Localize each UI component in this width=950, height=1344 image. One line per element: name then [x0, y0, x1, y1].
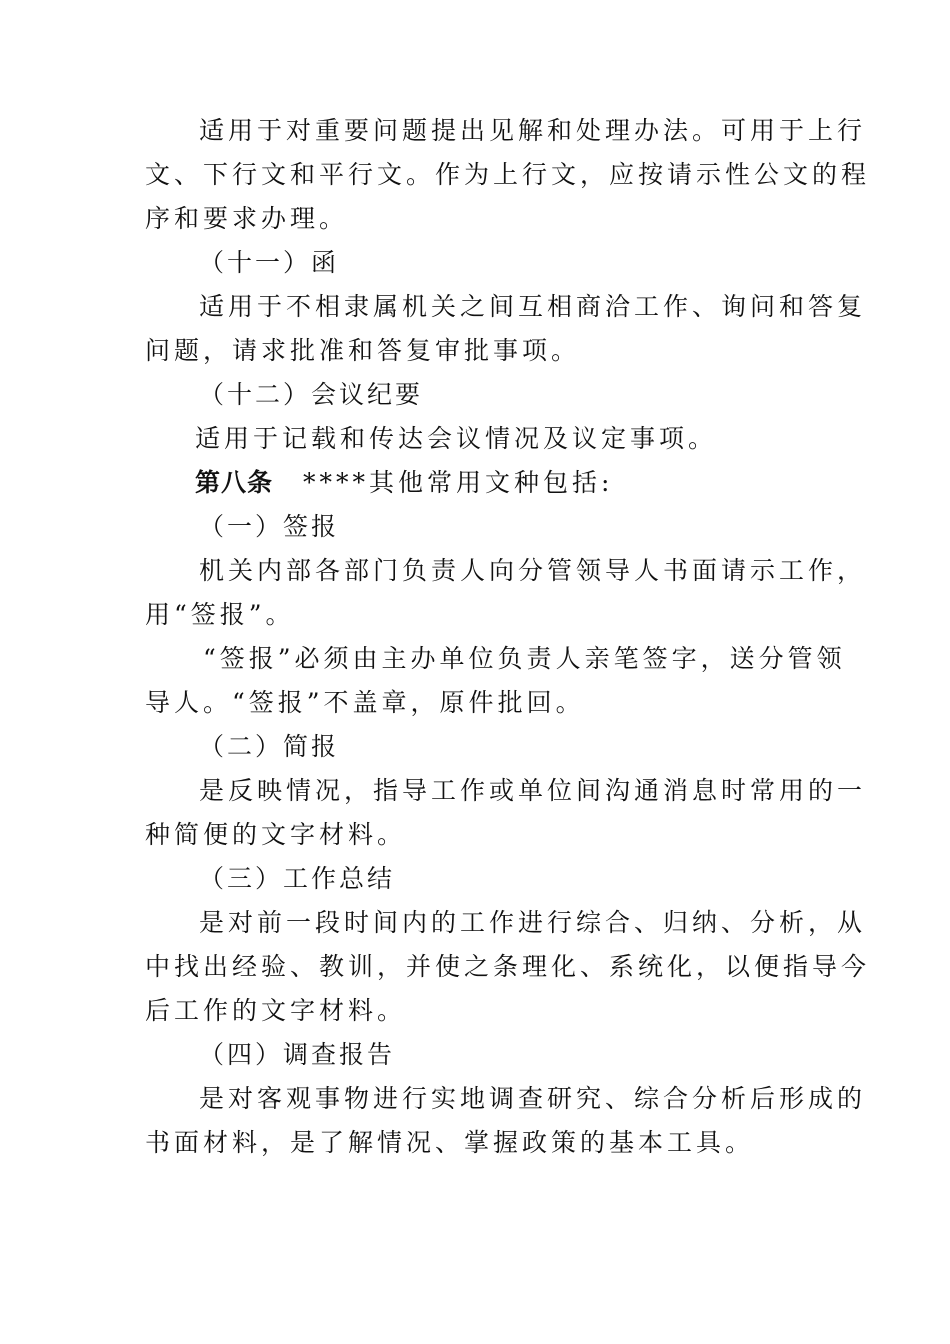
paragraph-line: 用“签报”。 [145, 600, 295, 629]
paragraph-line: “签报”必须由主办单位负责人亲笔签字，送分管领 [203, 644, 846, 673]
paragraph-line: 适用于记载和传达会议情况及议定事项。 [195, 424, 718, 453]
paragraph-line: 适用于对重要问题提出见解和处理办法。可用于上行 [199, 116, 867, 145]
paragraph-line: 机关内部各部门负责人向分管领导人书面请示工作， [199, 556, 867, 585]
section-heading: （二）简报 [199, 732, 340, 761]
paragraph-line: 问题，请求批准和答复审批事项。 [145, 336, 581, 365]
section-heading: （三）工作总结 [199, 864, 396, 893]
paragraph-line: 适用于不相隶属机关之间互相商洽工作、询问和答复 [199, 292, 867, 321]
paragraph-line: 文、下行文和平行文。作为上行文，应按请示性公文的程 [145, 160, 871, 189]
article-text: ****其他常用文种包括: [303, 468, 614, 497]
section-heading: （一）签报 [199, 512, 340, 541]
paragraph-line: 是对前一段时间内的工作进行综合、归纳、分析，从 [199, 908, 867, 937]
paragraph-line: 中找出经验、教训，并使之条理化、系统化，以便指导今 [145, 952, 871, 981]
paragraph-line: 序和要求办理。 [145, 204, 349, 233]
paragraph-line: 是反映情况，指导工作或单位间沟通消息时常用的一 [199, 776, 867, 805]
paragraph-line: 后工作的文字材料。 [145, 996, 407, 1025]
paragraph-line: 种简便的文字材料。 [145, 820, 407, 849]
paragraph-line: 书面材料，是了解情况、掌握政策的基本工具。 [145, 1128, 755, 1157]
article-number: 第八条 [195, 468, 274, 497]
article-heading [195, 468, 865, 498]
section-heading: （十二）会议纪要 [199, 380, 424, 409]
section-heading: （四）调查报告 [199, 1040, 396, 1069]
paragraph-line: 导人。“签报”不盖章，原件批回。 [145, 688, 585, 717]
paragraph-line: 是对客观事物进行实地调查研究、综合分析后形成的 [199, 1084, 867, 1113]
section-heading: （十一）函 [199, 248, 340, 277]
